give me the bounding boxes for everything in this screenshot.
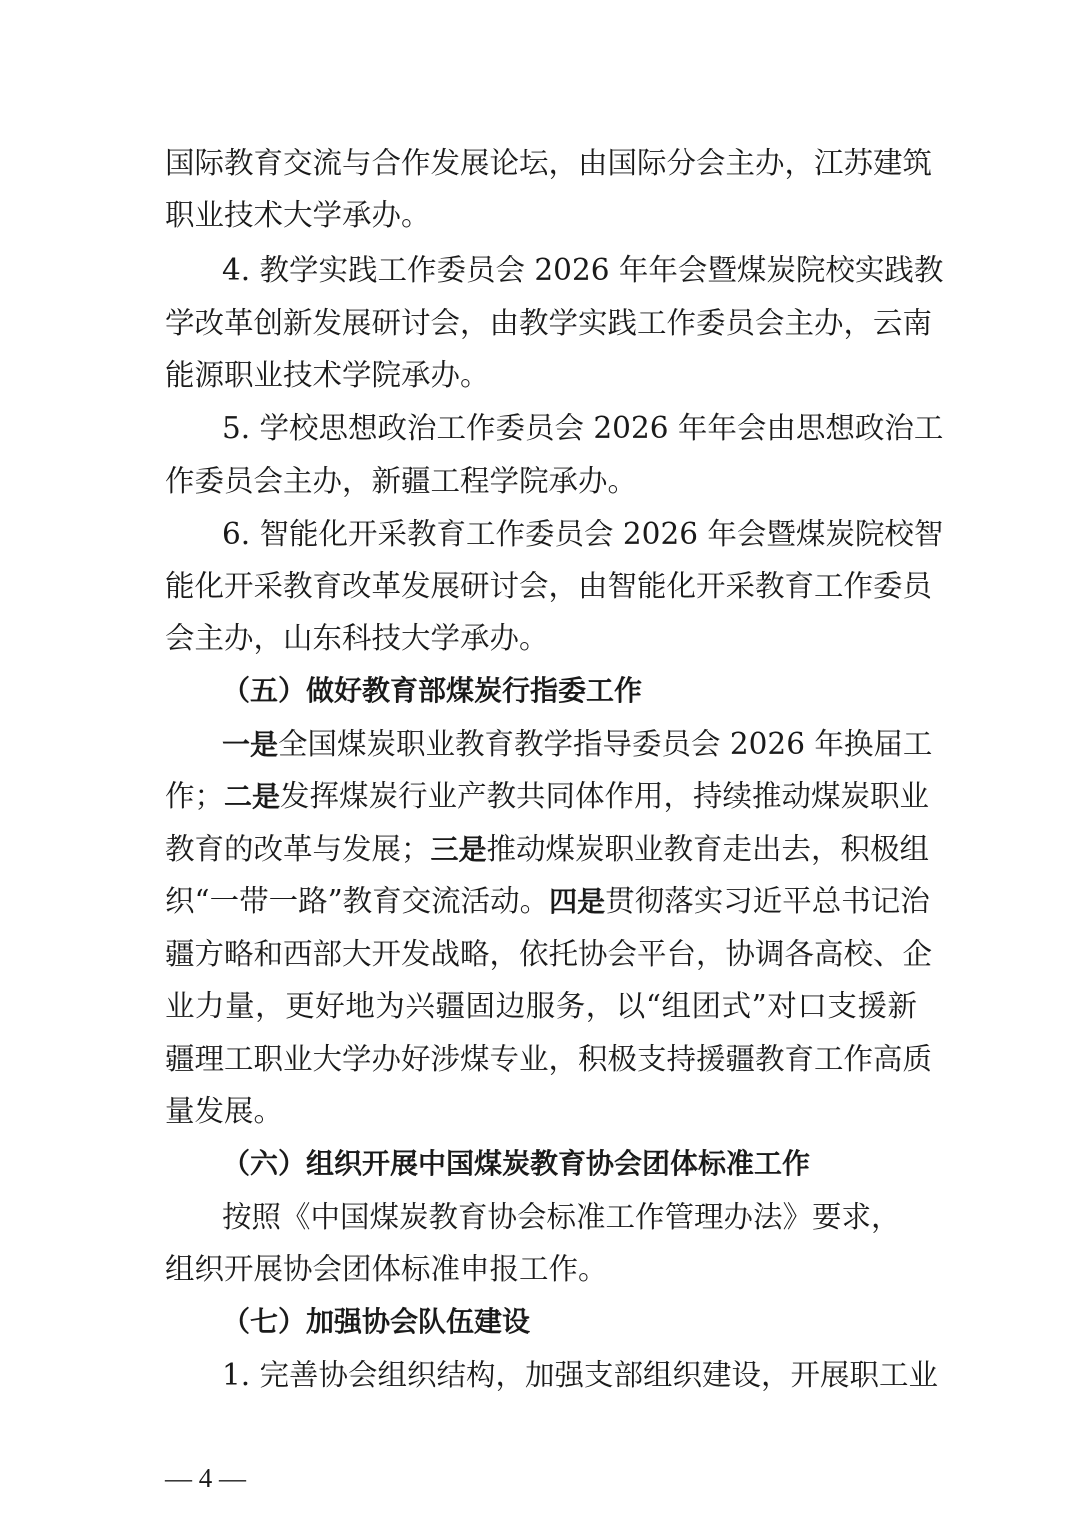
list-item-4-line: 4. 教学实践工作委员会 2026 年年会暨煤炭院校实践教 [222,253,944,287]
section-heading-6: （六）组织开展中国煤炭教育协会团体标准工作 [222,1147,811,1180]
paragraph-line [222,717,933,771]
paragraph-line: 职业技术大学承办。 [165,198,431,232]
emphasis-second: 二是 [224,780,281,813]
list-item-5-line: 5. 学校思想政治工作委员会 2026 年年会由思想政治工 [222,411,944,445]
paragraph-text: 教育的改革与发展； [165,832,431,866]
page-number: — 4 — [165,1463,246,1493]
list-item-4-line: 能源职业技术学院承办。 [165,358,490,392]
paragraph-line [165,769,930,823]
emphasis-first: 一是 [222,728,279,761]
list-item-4-line: 学改革创新发展研讨会，由教学实践工作委员会主办，云南 [165,306,933,340]
list-item-6-line: 能化开采教育改革发展研讨会，由智能化开采教育工作委员 [165,569,933,603]
emphasis-third: 三是 [430,833,487,866]
emphasis-fourth: 四是 [549,885,606,918]
paragraph-text: 作； [165,779,225,813]
paragraph-text: 织“一带一路”教育交流活动。 [165,884,550,918]
paragraph-line: 国际教育交流与合作发展论坛，由国际分会主办，江苏建筑 [165,146,933,180]
paragraph-text: 发挥煤炭行业产教共同体作用，持续推动煤炭职业 [280,779,930,813]
paragraph-line: 疆理工职业大学办好涉煤专业，积极支持援疆教育工作高质 [165,1042,933,1076]
section-heading-7: （七）加强协会队伍建设 [222,1305,531,1338]
paragraph-line: 疆方略和西部大开发战略，依托协会平台，协调各高校、企 [165,937,933,971]
paragraph-line [165,822,930,876]
paragraph-line: 业力量，更好地为兴疆固边服务，以“组团式”对口支援新 [165,989,917,1023]
list-item-1-line: 1. 完善协会组织结构，加强支部组织建设，开展职工业 [222,1358,939,1392]
paragraph-text: 贯彻落实习近平总书记治 [605,884,930,918]
paragraph-text: 推动煤炭职业教育走出去，积极组 [486,832,930,866]
list-item-5-line: 作委员会主办，新疆工程学院承办。 [165,464,638,498]
paragraph-line: 组织开展协会团体标准申报工作。 [165,1252,608,1286]
section-heading-5: （五）做好教育部煤炭行指委工作 [222,674,643,707]
list-item-6-line: 6. 智能化开采教育工作委员会 2026 年会暨煤炭院校智 [222,517,944,551]
paragraph-text: 全国煤炭职业教育教学指导委员会 2026 年换届工 [278,727,933,761]
paragraph-line [165,874,930,928]
paragraph-line: 按照《中国煤炭教育协会标准工作管理办法》要求， [222,1200,901,1234]
paragraph-line: 量发展。 [165,1094,284,1128]
list-item-6-line: 会主办，山东科技大学承办。 [165,621,549,655]
